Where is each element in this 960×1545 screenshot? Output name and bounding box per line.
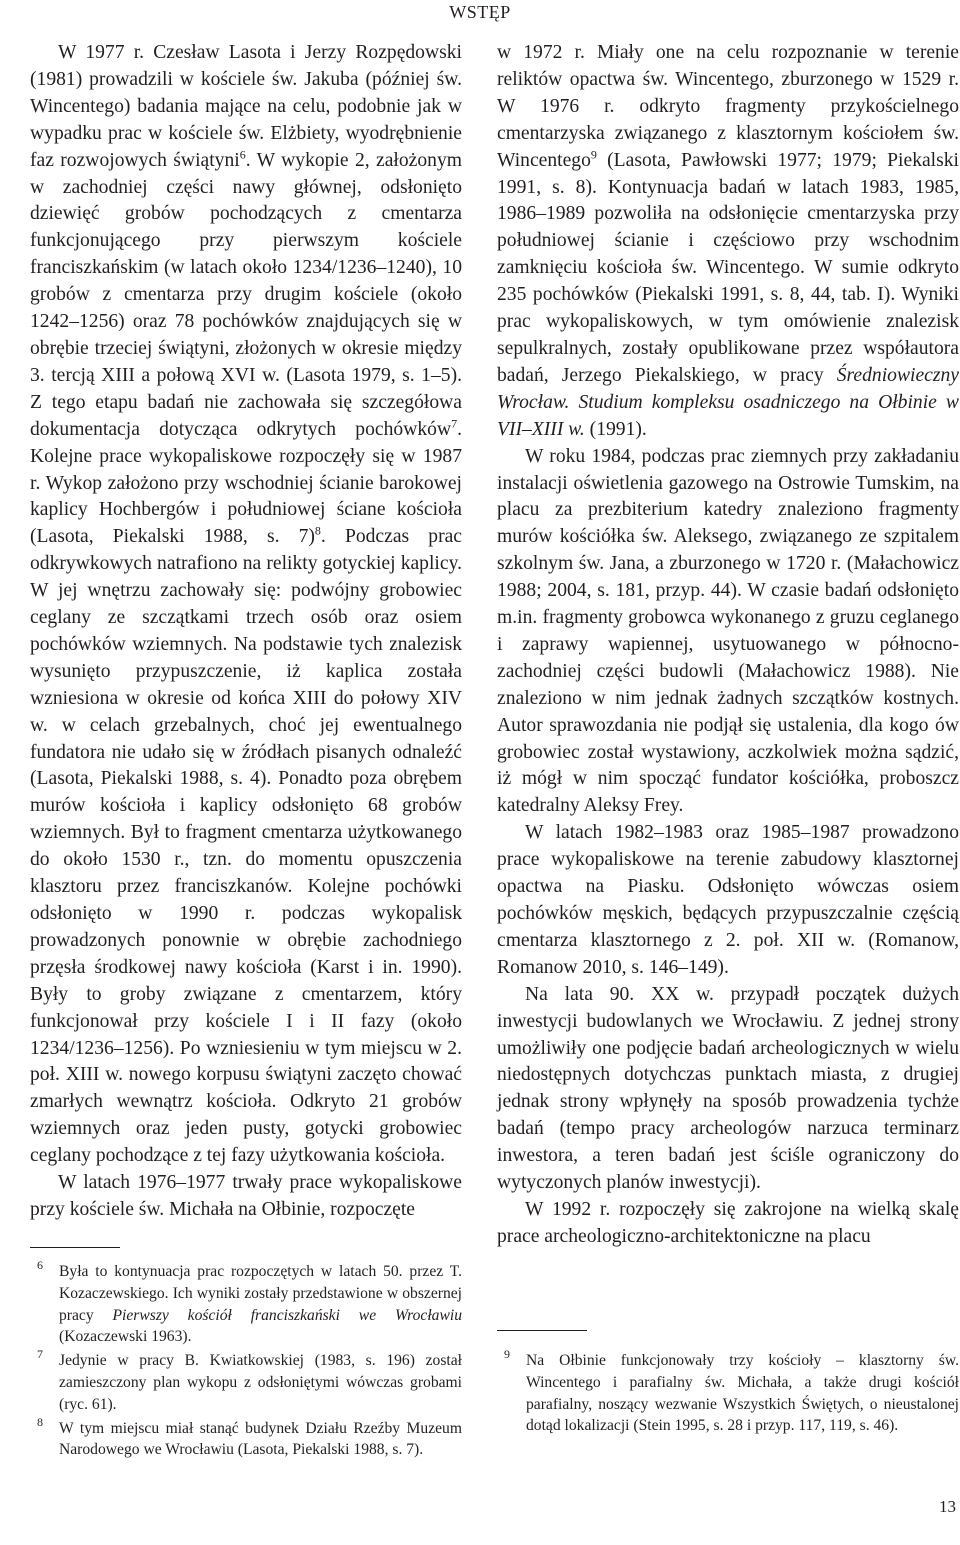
footnote xyxy=(30,1258,462,1348)
italic-title: Pierwszy kościół franciszkański we Wrocławiu xyxy=(112,1306,462,1324)
text-run: (Lasota, Pawłowski 1977; 1979; Piekalski 1991, s. 8). Kontynuacja badań w latach 1983, 1985, 1986–1989 pozwoliła na odsłonięcie cmentarzyska przy południowej ścianie i częściowo przy wschodnim zamknięciu kościoła św. Wincentego. W sumie odkryto 235 pochówków (Piekalski 1991, s. 8, 44, tab. I). Wyniki prac wykopaliskowych, w tym omówienie znalezisk sepulkralnych, zostały opublikowane przez współautora badań, Jerzego Piekalskiego, w pracy xyxy=(497,149,959,386)
paragraph: Na lata 90. XX w. przypadł początek dużych inwestycji budowlanych we Wrocławiu. Z jednej strony umożliwiły one podjęcie badań archeologicznych w wielu niedostępnych dotychczas punktach miasta, z drugiej jednak strony wpłynęły na sposób prowadzenia tychże badań (tempo pracy archeologów narzuca terminarz inwestora, a teren badań jest ściśle ograniczony do wytyczonych planów inwestycji). xyxy=(497,983,959,1194)
left-column xyxy=(30,40,462,1224)
text-run: . W wykopie 2, założonym w zachodniej części nawy głównej, odsłonięto dziewięć grobów pochodzących z cmentarza funkcjonującego przy pierwszym kościele franciszkańskim (w latach około 1234/1236–1240), 10 grobów z cmentarza przy drugim kościele (około 1242–1256) oraz 78 pochówków znajdujących się w obrębie trzeciej świątyni, złożonych w okresie między 3. tercją XIII a połową XVI w. (Lasota 1979, s. 1–5). Z tego etapu badań nie zachowała się szczegółowa dokumentacja dotycząca odkrytych pochówków xyxy=(30,149,462,440)
text-run: w 1972 r. Miały one na celu rozpoznanie w terenie reliktów opactwa św. Wincentego, zburzonego w 1529 r. W 1976 r. odkryto fragmenty przykościelnego cmentarzyska związanego z klasztornym kościołem św. Wincentego xyxy=(497,42,959,171)
paragraph xyxy=(497,40,959,444)
footnote xyxy=(30,1414,462,1462)
footnote xyxy=(497,1347,959,1437)
footnote-text: Jedynie w pracy B. Kwiatkowskiej (1983, s. 196) został zamieszczony plan wykopu z odsłoniętymi wówczas grobami (ryc. 61). xyxy=(59,1352,462,1413)
footnote-number: 8 xyxy=(37,1414,43,1429)
text-run: . Kolejne prace wykopaliskowe rozpoczęły się w 1987 r. Wykop założono przy wschodniej ścianie barokowej kaplicy Hochbergów i południowej ściane kościoła (Lasota, Piekalski 1988, s. 7) xyxy=(30,418,462,548)
footnote-number: 7 xyxy=(37,1347,43,1362)
text-run: W 1977 r. Czesław Lasota i Jerzy Rozpędowski (1981) prowadzili w kościele św. Jakuba (później św. Wincentego) badania mające na celu, podobnie jak w wypadku prac w kościele św. Elżbiety, wyodrębnienie faz rozwojowych świątyni xyxy=(30,42,462,171)
paragraph: W 1992 r. rozpoczęły się zakrojone na wielką skalę prace archeologiczno-architektoniczne na placu xyxy=(497,1198,959,1247)
paragraph: W latach 1976–1977 trwały prace wykopaliskowe przy kościele św. Michała na Ołbinie, rozpoczęte xyxy=(30,1172,462,1220)
footnote-ref: 8 xyxy=(314,523,321,538)
footnote-text: Na Ołbinie funkcjonowały trzy kościoły – klasztorny św. Wincentego i parafialny św. Michała, a także drugi kościół parafialny, noszący wezwanie Wszystkich Świętych, o nieustalonej dotąd lokalizacji (Stein 1995, s. 28 i przyp. 117, 119, s. 46). xyxy=(526,1352,959,1435)
footnotes-right xyxy=(497,1347,959,1439)
text-run: (1991). xyxy=(584,418,647,440)
paragraph xyxy=(30,40,462,1170)
footnote-ref: 6 xyxy=(239,147,246,162)
right-column xyxy=(497,40,959,1251)
footnote-text: W tym miejscu miał stanąć budynek Działu Rzeźby Muzeum Narodowego we Wrocławiu (Lasota, Piekalski 1988, s. 7). xyxy=(59,1419,462,1459)
footnote-rule xyxy=(30,1247,120,1248)
paragraph: W latach 1982–1983 oraz 1985–1987 prowadzono prace wykopaliskowe na terenie zabudowy klasztornej opactwa na Piasku. Odsłonięto wówczas osiem pochówków męskich, będących przypuszczalnie częścią cmentarza klasztornego z 2. poł. XII w. (Romanow, Romanow 2010, s. 146–149). xyxy=(497,822,959,978)
footnote xyxy=(30,1347,462,1415)
footnotes-left xyxy=(30,1258,462,1463)
text-run: . Podczas prac odkrywkowych natrafiono na relikty gotyckiej kaplicy. W jej wnętrzu zachowały się: podwójny grobowiec ceglany ze szczątkami trzech osób oraz osiem pochówków wziemnych. Na podstawie tych znalezisk wysunięto przypuszczenie, iż kaplica została wzniesiona w okresie od końca XIII do połowy XIV w. w celach grzebalnych, choć jej ewentualnego fundatora nie udało się w źródłach pisanych odnaleźć (Lasota, Piekalski 1988, s. 4). Ponadto poza obrębem murów kościoła i kaplicy odsłonięto 68 grobów wziemnych. Był to fragment cmentarza użytkowanego do około 1530 r., tzn. do momentu opuszczenia klasztoru przez franciszkanów. Kolejne pochówki odsłonięto w 1990 r. podczas wykopalisk prowadzonych ponownie w obrębie zachodniego przęsła środkowej nawy kościoła (Karst i in. 1990). Były to groby związane z cmentarzem, który funkcjonował przy kościele I i II fazy (około 1234/1236–1256). Po wzniesieniu w tym miejscu w 2. poł. XIII w. nowego korpusu świątyni zaczęto chować zmarłych wewnątrz kościoła. Odkryto 21 grobów wziemnych oraz jeden pusty, gotycki grobowiec ceglany pochodzące z tej fazy użytkowania kościoła. xyxy=(30,526,462,1167)
paragraph: W roku 1984, podczas prac ziemnych przy zakładaniu instalacji oświetlenia gazowego na Ostrowie Tumskim, na placu za prezbiterium katedry znaleziono fragmenty murów kościółka św. Aleksego, związanego ze szpitalem szkolnym św. Jana, a zburzonego w 1720 r. (Małachowicz 1988; 2004, s. 181, przyp. 44). W czasie badań odsłonięto m.in. fragmenty grobowca wykonanego z gruzu ceglanego i zaprawy wapiennej, usytuowanego w północno-zachodniej części budowli (Małachowicz 1988). Nie znaleziono w nim jednak żadnych szczątków kostnych. Autor sprawozdania nie podjął się ustalenia, dla kogo ów grobowiec został wystawiony, aczkolwiek można sądzić, iż mógł w nim spocząć fundator kościółka, proboszcz katedralny Aleksy Frey. xyxy=(497,445,959,817)
footnote-ref: 7 xyxy=(451,416,458,431)
footnote-rule xyxy=(497,1330,587,1331)
footnote-number: 6 xyxy=(37,1258,43,1272)
running-header: WSTĘP xyxy=(449,2,511,22)
page-number: 13 xyxy=(939,1497,956,1516)
italic-title: Średniowieczny Wrocław. Studium kompleksu osadniczego na Ołbinie w VII–XIII w. xyxy=(497,364,959,440)
footnote-number: 9 xyxy=(504,1347,510,1361)
footnote-text: (Kozaczewski 1963). xyxy=(59,1328,192,1346)
footnote-ref: 9 xyxy=(590,147,597,162)
footnote-text: Była to kontynuacja prac rozpoczętych w latach 50. przez T. Kozaczewskiego. Ich wyniki zostały przedstawione w obszernej pracy xyxy=(59,1263,462,1324)
